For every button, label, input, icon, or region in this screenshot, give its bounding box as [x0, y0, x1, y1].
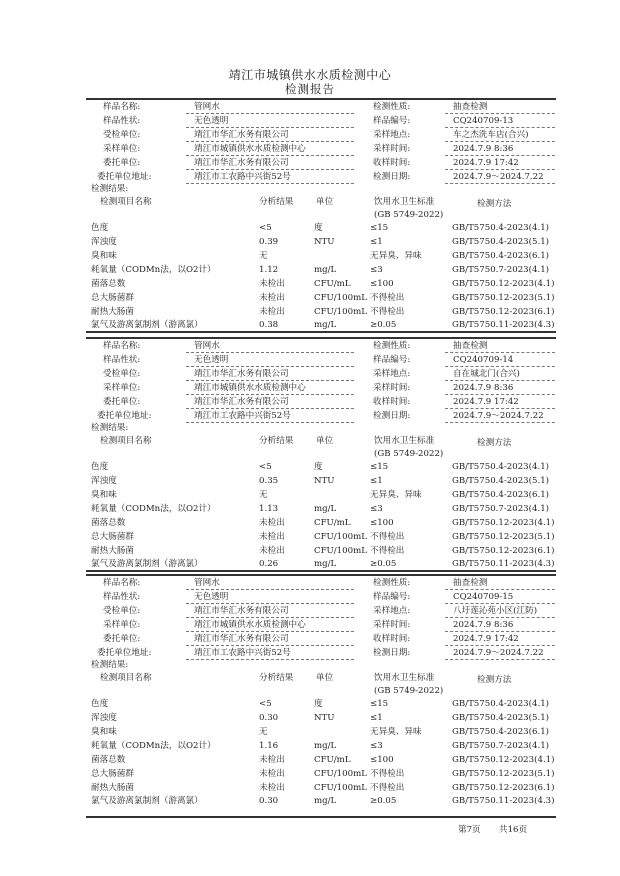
row-method: GB/T5750.11-2023(4.3) — [452, 559, 555, 569]
row-method: GB/T5750.12-2023(4.1) — [452, 279, 555, 289]
column-header-unit: 单位 — [316, 673, 334, 683]
row-standard: 不得检出 — [370, 307, 405, 317]
field-value-test-nature: 抽查检测 — [453, 578, 488, 588]
row-method: GB/T5750.4-2023(5.1) — [452, 476, 550, 486]
row-item-name: 色度 — [91, 462, 109, 472]
row-result: 0.38 — [259, 320, 279, 330]
row-item-name: 氯气及游离氯制剂（游离氯） — [91, 559, 203, 569]
underline — [445, 603, 555, 604]
field-label-sample-name: 样品名称: — [103, 578, 141, 588]
row-item-name: 菌落总数 — [91, 755, 126, 765]
row-unit: NTU — [314, 476, 335, 486]
row-item-name: 臭和味 — [91, 490, 117, 500]
row-method: GB/T5750.4-2023(6.1) — [452, 727, 550, 737]
institution-title: 靖江市城镇供水水质检测中心 — [228, 68, 392, 82]
row-item-name: 耗氧量（CODMn法，以O2计） — [91, 504, 216, 514]
row-standard: 不得检出 — [370, 546, 405, 556]
section-rule — [86, 98, 556, 100]
row-item-name: 浑浊度 — [91, 476, 117, 486]
underline — [445, 631, 555, 632]
underline — [445, 380, 555, 381]
underline — [186, 155, 354, 156]
field-value-sample-name: 管网水 — [194, 341, 220, 351]
underline — [186, 659, 354, 660]
row-method: GB/T5750.4-2023(4.1) — [452, 223, 550, 233]
row-method: GB/T5750.12-2023(5.1) — [452, 532, 555, 542]
underline — [186, 631, 354, 632]
field-value-received-unit: 靖江市华汇水务有限公司 — [194, 606, 289, 616]
section-rule — [86, 331, 556, 333]
underline — [445, 645, 555, 646]
underline — [186, 380, 354, 381]
row-unit: CFU/mL — [314, 755, 351, 765]
row-unit: 度 — [314, 699, 323, 709]
row-result: 1.13 — [259, 504, 279, 514]
row-method: GB/T5750.4-2023(6.1) — [452, 251, 550, 261]
row-result: 0.39 — [259, 237, 279, 247]
field-value-test-date: 2024.7.9～2024.7.22 — [453, 648, 544, 658]
row-unit: mg/L — [314, 559, 337, 569]
results-label: 检测结果: — [91, 660, 129, 670]
row-unit: CFU/100mL — [314, 532, 367, 542]
row-standard: ≤3 — [370, 265, 383, 275]
underline — [445, 394, 555, 395]
field-value-sampling-time: 2024.7.9 8:36 — [453, 144, 514, 154]
column-header-standard: 饮用水卫生标准 — [374, 436, 435, 446]
field-value-receive-time: 2024.7.9 17:42 — [453, 397, 519, 407]
row-unit: mg/L — [314, 741, 337, 751]
row-result: <5 — [259, 223, 272, 233]
row-item-name: 菌落总数 — [91, 518, 126, 528]
field-value-client-unit: 靖江市华汇水务有限公司 — [194, 634, 289, 644]
row-item-name: 菌落总数 — [91, 279, 126, 289]
field-value-test-nature: 抽查检测 — [453, 341, 488, 351]
row-result: 0.30 — [259, 713, 279, 723]
underline — [186, 645, 354, 646]
field-label-sampling-unit: 采样单位: — [103, 383, 141, 393]
row-standard: ≤15 — [370, 223, 389, 233]
row-standard: 不得检出 — [370, 532, 405, 542]
row-standard: ≤100 — [370, 279, 394, 289]
row-method: GB/T5750.7-2023(4.1) — [452, 741, 550, 751]
column-header-item: 检测项目名称 — [100, 436, 152, 446]
field-label-client-address: 委托单位地址: — [97, 411, 152, 421]
row-unit: mg/L — [314, 265, 337, 275]
field-label-sampling-time: 采样时间: — [373, 383, 411, 393]
row-result: 无 — [259, 490, 268, 500]
underline — [445, 422, 555, 423]
field-value-client-address: 靖江市工农路中兴街52号 — [194, 648, 291, 658]
row-standard: ≤3 — [370, 504, 383, 514]
field-value-sampling-unit: 靖江市城镇供水水质检测中心 — [194, 144, 306, 154]
column-header-standard-code: (GB 5749-2022) — [374, 449, 444, 459]
row-result: 无 — [259, 727, 268, 737]
underline — [445, 155, 555, 156]
field-label-sample-number: 样品编号: — [373, 592, 411, 602]
row-item-name: 耐热大肠菌 — [91, 307, 134, 317]
field-value-sample-name: 管网水 — [194, 102, 220, 112]
row-item-name: 色度 — [91, 699, 109, 709]
field-label-sampling-place: 采样地点: — [373, 369, 411, 379]
field-label-sampling-place: 采样地点: — [373, 130, 411, 140]
field-value-sample-number: CQ240709-13 — [453, 116, 514, 126]
field-label-sample-props: 样品性状: — [103, 355, 141, 365]
row-item-name: 耗氧量（CODMn法，以O2计） — [91, 265, 216, 275]
row-result: 0.35 — [259, 476, 279, 486]
field-value-client-unit: 靖江市华汇水务有限公司 — [194, 158, 289, 168]
field-label-sampling-time: 采样时间: — [373, 620, 411, 630]
column-header-standard: 饮用水卫生标准 — [374, 673, 435, 683]
field-value-sample-name: 管网水 — [194, 578, 220, 588]
row-result: 无 — [259, 251, 268, 261]
results-label: 检测结果: — [91, 184, 129, 194]
row-unit: CFU/100mL — [314, 293, 367, 303]
row-unit: NTU — [314, 237, 335, 247]
row-item-name: 氯气及游离氯制剂（游离氯） — [91, 320, 203, 330]
field-label-test-date: 检测日期: — [373, 411, 411, 421]
row-item-name: 耗氧量（CODMn法，以O2计） — [91, 741, 216, 751]
field-value-sampling-unit: 靖江市城镇供水水质检测中心 — [194, 620, 306, 630]
field-label-sample-name: 样品名称: — [103, 102, 141, 112]
field-label-client-address: 委托单位地址: — [97, 172, 152, 182]
row-unit: 度 — [314, 223, 323, 233]
row-method: GB/T5750.11-2023(4.3) — [452, 796, 555, 806]
row-result: 未检出 — [259, 769, 285, 779]
underline — [445, 408, 555, 409]
underline — [445, 183, 555, 184]
row-item-name: 总大肠菌群 — [91, 532, 134, 542]
row-standard: ≤1 — [370, 476, 383, 486]
underline — [445, 617, 555, 618]
underline — [186, 408, 354, 409]
row-item-name: 臭和味 — [91, 251, 117, 261]
column-header-standard: 饮用水卫生标准 — [374, 197, 435, 207]
field-value-sampling-unit: 靖江市城镇供水水质检测中心 — [194, 383, 306, 393]
underline — [445, 352, 555, 353]
field-label-sampling-unit: 采样单位: — [103, 620, 141, 630]
row-unit: 度 — [314, 462, 323, 472]
row-standard: ≤100 — [370, 755, 394, 765]
row-unit: CFU/100mL — [314, 783, 367, 793]
underline — [186, 617, 354, 618]
row-standard: ≤15 — [370, 699, 389, 709]
row-standard: ≤1 — [370, 713, 383, 723]
section-rule — [86, 337, 556, 339]
field-value-test-date: 2024.7.9～2024.7.22 — [453, 172, 544, 182]
column-header-item: 检测项目名称 — [100, 197, 152, 207]
row-method: GB/T5750.12-2023(6.1) — [452, 546, 555, 556]
field-label-sample-number: 样品编号: — [373, 116, 411, 126]
row-method: GB/T5750.12-2023(4.1) — [452, 755, 555, 765]
column-header-result: 分析结果 — [259, 197, 294, 207]
row-unit: mg/L — [314, 504, 337, 514]
row-result: 0.30 — [259, 796, 279, 806]
underline — [445, 113, 555, 114]
underline — [445, 141, 555, 142]
row-item-name: 臭和味 — [91, 727, 117, 737]
field-label-received-unit: 受检单位: — [103, 369, 141, 379]
row-standard: ≤15 — [370, 462, 389, 472]
row-standard: ≤1 — [370, 237, 383, 247]
field-label-sampling-unit: 采样单位: — [103, 144, 141, 154]
row-item-name: 耐热大肠菌 — [91, 783, 134, 793]
row-result: 0.26 — [259, 559, 279, 569]
field-label-sampling-time: 采样时间: — [373, 144, 411, 154]
column-header-method: 检测方法 — [477, 438, 512, 448]
field-value-sampling-place: 车之杰洗车店(合兴) — [453, 130, 529, 140]
row-item-name: 浑浊度 — [91, 713, 117, 723]
row-method: GB/T5750.4-2023(4.1) — [452, 462, 550, 472]
field-label-test-date: 检测日期: — [373, 172, 411, 182]
row-result: 未检出 — [259, 293, 285, 303]
row-item-name: 氯气及游离氯制剂（游离氯） — [91, 796, 203, 806]
field-label-test-nature: 检测性质: — [373, 341, 411, 351]
row-unit: CFU/100mL — [314, 307, 367, 317]
column-header-standard-code: (GB 5749-2022) — [374, 686, 444, 696]
row-unit: CFU/100mL — [314, 769, 367, 779]
row-method: GB/T5750.11-2023(4.3) — [452, 320, 555, 330]
row-method: GB/T5750.7-2023(4.1) — [452, 504, 550, 514]
row-result: 未检出 — [259, 783, 285, 793]
field-label-client-unit: 委托单位: — [103, 634, 141, 644]
row-item-name: 色度 — [91, 223, 109, 233]
field-value-sample-number: CQ240709-15 — [453, 592, 514, 602]
row-standard: ≥0.05 — [370, 320, 397, 330]
row-unit: CFU/mL — [314, 279, 351, 289]
field-value-received-unit: 靖江市华汇水务有限公司 — [194, 369, 289, 379]
row-item-name: 浑浊度 — [91, 237, 117, 247]
field-value-client-address: 靖江市工农路中兴街52号 — [194, 411, 291, 421]
field-label-test-nature: 检测性质: — [373, 102, 411, 112]
row-standard: 不得检出 — [370, 293, 405, 303]
underline — [445, 127, 555, 128]
row-result: 未检出 — [259, 755, 285, 765]
field-value-test-date: 2024.7.9～2024.7.22 — [453, 411, 544, 421]
underline — [186, 422, 354, 423]
row-method: GB/T5750.7-2023(4.1) — [452, 265, 550, 275]
row-standard: ≥0.05 — [370, 796, 397, 806]
row-method: GB/T5750.4-2023(4.1) — [452, 699, 550, 709]
row-result: 未检出 — [259, 546, 285, 556]
column-header-result: 分析结果 — [259, 673, 294, 683]
field-value-sampling-place: 八圩莲沁苑小区(江防) — [453, 606, 538, 616]
section-rule — [86, 816, 556, 818]
row-method: GB/T5750.4-2023(6.1) — [452, 490, 550, 500]
row-item-name: 耐热大肠菌 — [91, 546, 134, 556]
column-header-standard-code: (GB 5749-2022) — [374, 210, 444, 220]
underline — [186, 603, 354, 604]
row-result: 未检出 — [259, 279, 285, 289]
field-value-test-nature: 抽查检测 — [453, 102, 488, 112]
field-value-sample-number: CQ240709-14 — [453, 355, 514, 365]
field-label-sample-props: 样品性状: — [103, 116, 141, 126]
field-value-receive-time: 2024.7.9 17:42 — [453, 634, 519, 644]
results-label: 检测结果: — [91, 423, 129, 433]
row-standard: 不得检出 — [370, 783, 405, 793]
row-result: <5 — [259, 699, 272, 709]
row-unit: CFU/mL — [314, 518, 351, 528]
underline — [186, 113, 354, 114]
row-method: GB/T5750.12-2023(5.1) — [452, 769, 555, 779]
column-header-unit: 单位 — [316, 197, 334, 207]
page-total: 共16页 — [499, 825, 528, 835]
underline — [186, 366, 354, 367]
field-label-received-unit: 受检单位: — [103, 130, 141, 140]
row-method: GB/T5750.12-2023(6.1) — [452, 307, 555, 317]
column-header-item: 检测项目名称 — [100, 673, 152, 683]
row-result: 1.16 — [259, 741, 279, 751]
field-label-test-nature: 检测性质: — [373, 578, 411, 588]
field-value-receive-time: 2024.7.9 17:42 — [453, 158, 519, 168]
row-result: 未检出 — [259, 307, 285, 317]
underline — [186, 394, 354, 395]
row-result: 未检出 — [259, 532, 285, 542]
underline — [445, 169, 555, 170]
row-unit: CFU/100mL — [314, 546, 367, 556]
row-standard: 无异臭、异味 — [370, 251, 422, 261]
column-header-method: 检测方法 — [477, 199, 512, 209]
field-value-sampling-time: 2024.7.9 8:36 — [453, 620, 514, 630]
row-unit: mg/L — [314, 796, 337, 806]
field-value-client-unit: 靖江市华汇水务有限公司 — [194, 397, 289, 407]
field-label-receive-time: 收样时间: — [373, 158, 411, 168]
field-label-sampling-place: 采样地点: — [373, 606, 411, 616]
underline — [186, 352, 354, 353]
field-value-client-address: 靖江市工农路中兴街52号 — [194, 172, 291, 182]
underline — [186, 141, 354, 142]
field-label-received-unit: 受检单位: — [103, 606, 141, 616]
field-value-sample-props: 无色透明 — [194, 592, 229, 602]
underline — [445, 366, 555, 367]
column-header-method: 检测方法 — [477, 675, 512, 685]
row-standard: ≤3 — [370, 741, 383, 751]
underline — [186, 169, 354, 170]
row-standard: 不得检出 — [370, 769, 405, 779]
field-value-sample-props: 无色透明 — [194, 116, 229, 126]
underline — [186, 183, 354, 184]
field-value-sample-props: 无色透明 — [194, 355, 229, 365]
row-unit: mg/L — [314, 320, 337, 330]
row-method: GB/T5750.12-2023(4.1) — [452, 518, 555, 528]
field-label-sample-number: 样品编号: — [373, 355, 411, 365]
field-value-received-unit: 靖江市华汇水务有限公司 — [194, 130, 289, 140]
row-standard: 无异臭、异味 — [370, 490, 422, 500]
column-header-result: 分析结果 — [259, 436, 294, 446]
field-label-receive-time: 收样时间: — [373, 634, 411, 644]
row-method: GB/T5750.4-2023(5.1) — [452, 713, 550, 723]
section-rule — [86, 570, 556, 572]
page-number: 第7页 — [458, 825, 481, 835]
field-label-test-date: 检测日期: — [373, 648, 411, 658]
row-unit: NTU — [314, 713, 335, 723]
row-method: GB/T5750.4-2023(5.1) — [452, 237, 550, 247]
underline — [445, 589, 555, 590]
underline — [445, 659, 555, 660]
row-standard: 无异臭、异味 — [370, 727, 422, 737]
row-standard: ≥0.05 — [370, 559, 397, 569]
row-result: <5 — [259, 462, 272, 472]
row-standard: ≤100 — [370, 518, 394, 528]
row-method: GB/T5750.12-2023(6.1) — [452, 783, 555, 793]
field-label-sample-name: 样品名称: — [103, 341, 141, 351]
row-method: GB/T5750.12-2023(5.1) — [452, 293, 555, 303]
row-result: 1.12 — [259, 265, 279, 275]
underline — [186, 127, 354, 128]
field-label-receive-time: 收样时间: — [373, 397, 411, 407]
row-item-name: 总大肠菌群 — [91, 769, 134, 779]
row-item-name: 总大肠菌群 — [91, 293, 134, 303]
field-label-client-unit: 委托单位: — [103, 158, 141, 168]
report-title: 检测报告 — [285, 82, 335, 96]
field-label-client-address: 委托单位地址: — [97, 648, 152, 658]
underline — [186, 589, 354, 590]
field-value-sampling-place: 自在城北门(合兴) — [453, 369, 520, 379]
field-value-sampling-time: 2024.7.9 8:36 — [453, 383, 514, 393]
column-header-unit: 单位 — [316, 436, 334, 446]
section-rule — [86, 574, 556, 576]
field-label-sample-props: 样品性状: — [103, 592, 141, 602]
row-result: 未检出 — [259, 518, 285, 528]
field-label-client-unit: 委托单位: — [103, 397, 141, 407]
